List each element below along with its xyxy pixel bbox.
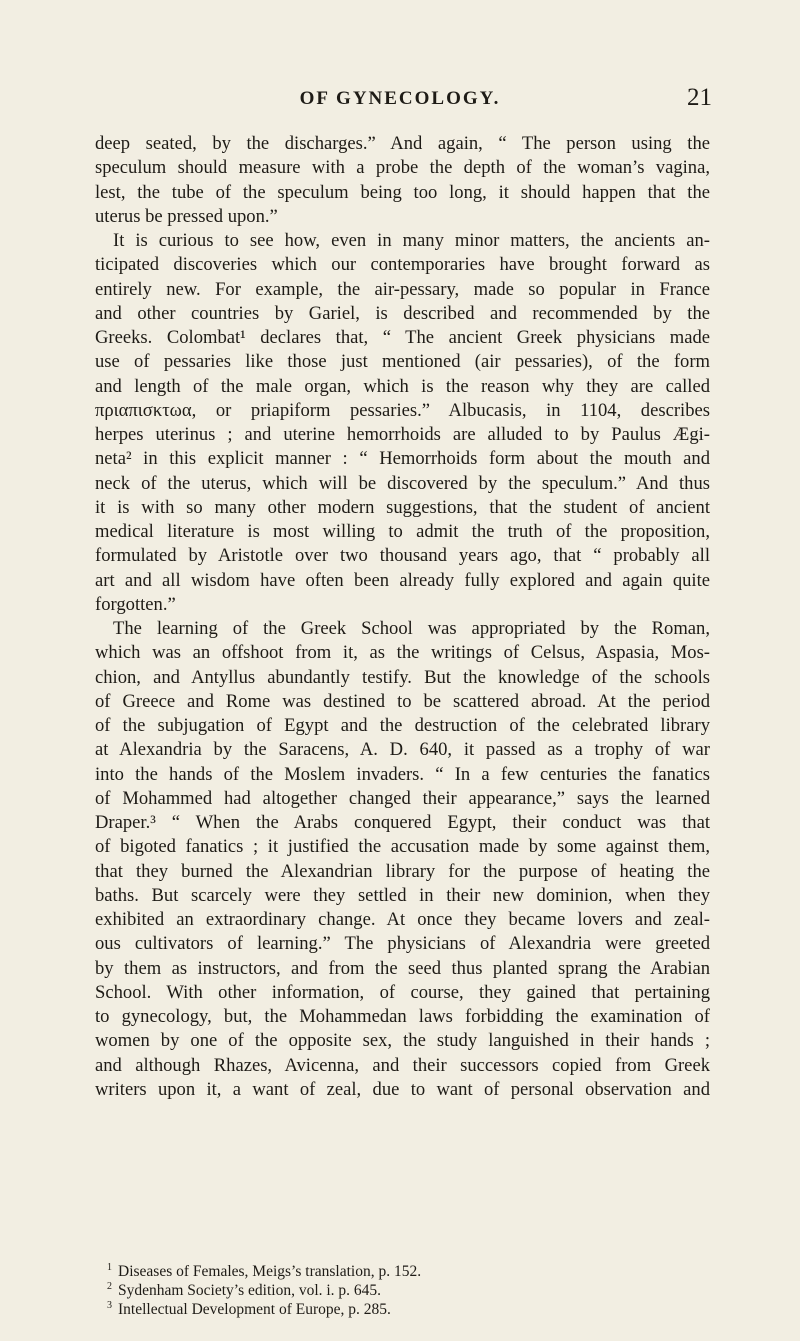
- running-head: [0, 84, 800, 118]
- footnote-text: Intellectual Development of Europe, p. 285.: [118, 1301, 391, 1318]
- text-line: writers upon it, a want of zeal, due to want of personal observation and: [95, 1078, 710, 1100]
- text-line: speculum should measure with a probe the depth of the woman’s vagina,: [95, 157, 710, 179]
- footnote-text: Diseases of Females, Meigs’s translation, p. 152.: [118, 1263, 422, 1280]
- text-line: of Mohammed had altogether changed their appearance,” says the learned: [95, 787, 710, 809]
- text-line: lest, the tube of the speculum being too long, it should happen that the: [95, 181, 710, 203]
- text-line: medical literature is most willing to admit the truth of the proposition,: [95, 521, 710, 542]
- text-line: and other countries by Gariel, is described and recommended by the: [95, 302, 710, 324]
- footnotes: [95, 1262, 710, 1319]
- text-line: art and all wisdom have often been already fully explored and again quite: [95, 569, 710, 591]
- text-line: women by one of the opposite sex, the study languished in their hands ;: [95, 1030, 710, 1052]
- text-line: ticipated discoveries which our contemporaries have brought forward as: [95, 254, 710, 276]
- footnote-mark: 1: [107, 1261, 112, 1273]
- text-line: School. With other information, of course, they gained that pertaining: [95, 981, 710, 1003]
- page-number: 21: [687, 84, 712, 111]
- text-line: neck of the uterus, which will be discovered by the speculum.” And thus: [95, 472, 710, 494]
- text-line: and although Rhazes, Avicenna, and their successors copied from Greek: [95, 1054, 710, 1076]
- text-line: and length of the male organ, which is the reason why they are called: [95, 375, 710, 397]
- text-line: baths. But scarcely were they settled in their new dominion, when they: [95, 884, 710, 906]
- text-line: deep seated, by the discharges.” And again, “ The person using the: [95, 133, 710, 154]
- text-line: chion, and Antyllus abundantly testify. But the knowledge of the schools: [95, 666, 710, 688]
- text-line: of Greece and Rome was destined to be scattered abroad. At the period: [95, 690, 710, 712]
- text-line: which was an offshoot from it, as the writings of Celsus, Aspasia, Mos-: [95, 642, 710, 664]
- text-line: of bigoted fanatics ; it justified the accusation made by some against them,: [95, 836, 710, 858]
- text-line: Greeks. Colombat¹ declares that, “ The ancient Greek physicians made: [95, 327, 710, 348]
- footnote-text: Sydenham Society’s edition, vol. i. p. 645.: [118, 1282, 382, 1299]
- footnote: [95, 1300, 710, 1319]
- text-line: formulated by Aristotle over two thousand years ago, that “ probably all: [95, 545, 710, 567]
- text-line: ous cultivators of learning.” The physicians of Alexandria were greeted: [95, 933, 710, 955]
- footnote: [95, 1262, 710, 1281]
- text-line: into the hands of the Moslem invaders. “ In a few centuries the fanatics: [95, 763, 710, 785]
- text-line: neta² in this explicit manner : “ Hemorrhoids form about the mouth and: [95, 448, 710, 470]
- text-line: by them as instructors, and from the seed thus planted sprang the Arabian: [95, 957, 710, 979]
- body-text: [95, 132, 710, 1102]
- footnote: [95, 1281, 710, 1300]
- text-line: that they burned the Alexandrian library for the purpose of heating the: [95, 860, 710, 882]
- text-line: The learning of the Greek School was appropriated by the Roman,: [113, 618, 710, 639]
- text-line: use of pessaries like those just mentioned (air pessaries), of the form: [95, 351, 710, 373]
- text-line: Draper.³ “ When the Arabs conquered Egypt, their conduct was that: [95, 812, 710, 833]
- text-line: πριαπισκτωα, or priapiform pessaries.” Albucasis, in 1104, describes: [95, 399, 710, 421]
- text-line: it is with so many other modern suggestions, that the student of ancient: [95, 496, 710, 518]
- text-line: entirely new. For example, the air-pessary, made so popular in France: [95, 278, 710, 300]
- footnote-mark: 2: [107, 1280, 112, 1292]
- text-line: of the subjugation of Egypt and the destruction of the celebrated library: [95, 715, 710, 736]
- text-line: uterus be pressed upon.”: [95, 205, 278, 227]
- text-line: exhibited an extraordinary change. At once they became lovers and zeal-: [95, 909, 710, 930]
- footnote-mark: 3: [107, 1299, 112, 1311]
- running-title: OF GYNECOLOGY.: [299, 88, 501, 109]
- text-line: forgotten.”: [95, 593, 176, 615]
- text-line: It is curious to see how, even in many minor matters, the ancients an-: [113, 230, 710, 251]
- text-line: to gynecology, but, the Mohammedan laws forbidding the examination of: [95, 1006, 710, 1027]
- text-line: at Alexandria by the Saracens, A. D. 640, it passed as a trophy of war: [95, 739, 710, 761]
- text-line: herpes uterinus ; and uterine hemorrhoids are alluded to by Paulus Ægi-: [95, 424, 710, 445]
